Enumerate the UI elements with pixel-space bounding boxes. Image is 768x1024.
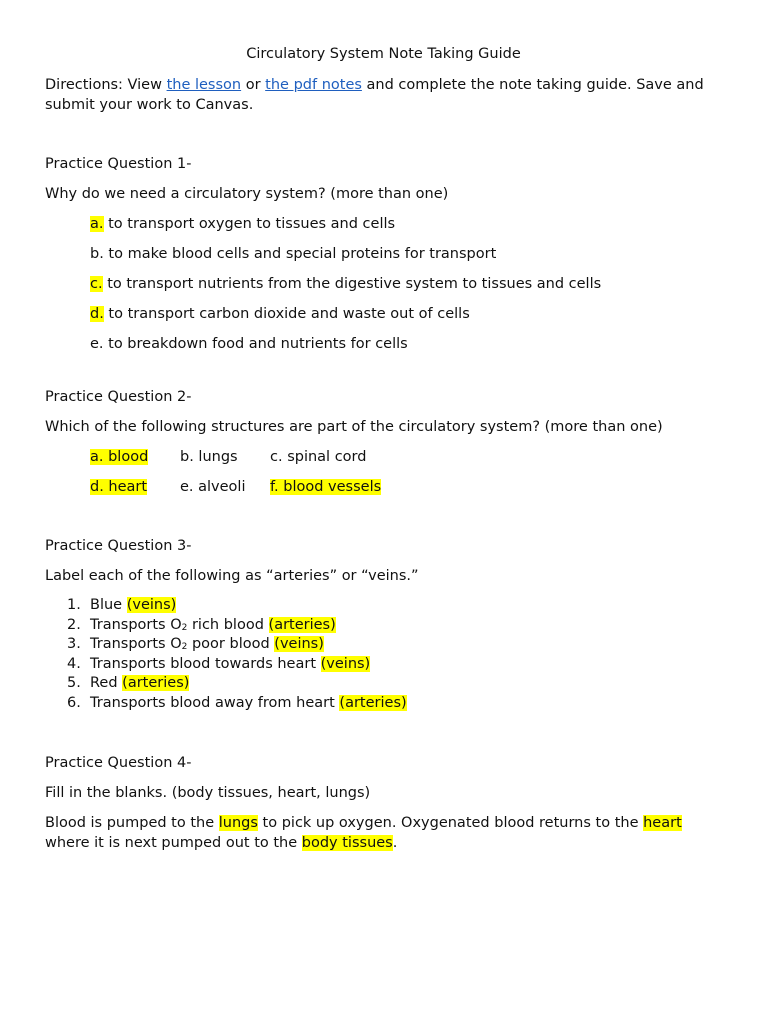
answer-highlight: (veins) xyxy=(274,636,324,652)
question-2-prompt: Which of the following structures are part of the circulatory system? (more than one) xyxy=(45,419,663,435)
answer-highlight: heart xyxy=(643,815,682,831)
lesson-link[interactable]: the lesson xyxy=(166,77,242,93)
answer-highlight: (arteries) xyxy=(268,616,336,633)
list-item: 6. Transports blood away from heart (arteries) xyxy=(67,694,407,711)
question-3-list xyxy=(45,596,722,713)
question-4-prompt: Fill in the blanks. (body tissues, heart, lungs) xyxy=(45,785,371,801)
answer-highlight: lungs xyxy=(218,815,258,831)
answer-highlight: (arteries) xyxy=(339,694,407,711)
page-title: Circulatory System Note Taking Guide xyxy=(246,46,521,62)
question-4-heading: Practice Question 4- xyxy=(45,755,192,771)
answer-highlight: a. xyxy=(90,216,104,232)
answer-highlight: (veins) xyxy=(320,655,371,672)
answer-highlight: (veins) xyxy=(126,597,177,613)
answer-highlight: body tissues xyxy=(301,835,393,851)
answer-highlight: c. xyxy=(90,276,103,292)
question-1-prompt: Why do we need a circulatory system? (more than one) xyxy=(45,186,449,202)
question-2-options xyxy=(90,447,722,497)
question-1-option-c: c. to transport nutrients from the digestive system to tissues and cells xyxy=(90,276,602,292)
question-1-option-e: e. to breakdown food and nutrients for cells xyxy=(90,336,408,352)
question-2-option-a: a. blood xyxy=(90,449,149,465)
pdf-notes-link[interactable]: the pdf notes xyxy=(265,77,362,93)
question-1-heading: Practice Question 1- xyxy=(45,156,192,172)
question-3-heading: Practice Question 3- xyxy=(45,538,192,554)
question-2-option-d: d. heart xyxy=(90,479,148,495)
list-item: 1. Blue (veins) xyxy=(67,597,177,613)
directions: Directions: View the lesson or the pdf notes and complete the note taking guide. Save and submit your work to Canvas. xyxy=(45,77,704,113)
question-3-prompt: Label each of the following as “arteries” or “veins.” xyxy=(45,568,419,584)
question-2-option-e: e. alveoli xyxy=(180,479,246,495)
answer-highlight: d. xyxy=(90,306,104,322)
question-2-option-f: f. blood vessels xyxy=(270,479,382,495)
list-item: 3. Transports $O_2$ poor blood (veins) xyxy=(67,636,324,652)
question-2-option-b: b. lungs xyxy=(180,449,238,465)
question-1-option-b: b. to make blood cells and special proteins for transport xyxy=(90,246,497,262)
question-2-option-c: c. spinal cord xyxy=(270,449,367,465)
question-1-option-a: a. to transport oxygen to tissues and cells xyxy=(90,216,396,232)
list-item: 5. Red (arteries) xyxy=(67,675,190,691)
answer-highlight: (arteries) xyxy=(122,675,190,691)
list-item: 4. Transports blood towards heart (veins) xyxy=(67,655,371,672)
question-1-options xyxy=(45,214,722,354)
question-1-option-d: d. to transport carbon dioxide and waste out of cells xyxy=(90,306,470,322)
list-item: 2. Transports $O_2$ rich blood (arteries) xyxy=(67,616,336,633)
question-2-heading: Practice Question 2- xyxy=(45,389,192,405)
question-4-answer-paragraph: Blood is pumped to the lungs to pick up oxygen. Oxygenated blood returns to the heart where it is next pumped out to the body tissues. xyxy=(45,815,682,851)
